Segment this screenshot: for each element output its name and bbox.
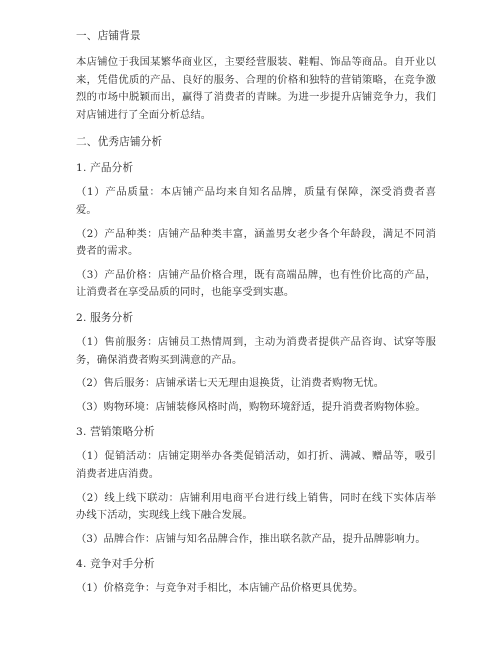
subsection-title-competitor-analysis: 4. 竞争对手分析 [76, 558, 155, 571]
section-title-excellent-store-analysis: 二、优秀店铺分析 [76, 136, 163, 149]
document-body [76, 28, 436, 604]
paragraph-product-quality: （1）产品质量：本店铺产品均来自知名品牌，质量有保障，深受消费者喜爱。 [76, 186, 436, 216]
paragraph-shopping-environment: （3）购物环境：店铺装修风格时尚，购物环境舒适，提升消费者购物体验。 [76, 400, 426, 413]
paragraph-brand-cooperation: （3）品牌合作：店铺与知名品牌合作，推出联名款产品，提升品牌影响力。 [76, 532, 426, 545]
paragraph-product-price: （3）产品价格：店铺产品价格合理，既有高端品牌，也有性价比高的产品，让消费者在享受品质的同时，也能享受到实惠。 [76, 268, 436, 299]
paragraph-promotions: （1）促销活动：店铺定期举办各类促销活动，如打折、满减、赠品等，吸引消费者进店消费。 [76, 450, 436, 480]
section-title-store-background: 一、店铺背景 [76, 30, 141, 42]
paragraph-online-offline: （2）线上线下联动：店铺利用电商平台进行线上销售，同时在线下实体店举办线下活动，实现线上线下融合发展。 [76, 491, 436, 522]
paragraph-product-variety: （2）产品种类：店铺产品种类丰富，涵盖男女老少各个年龄段，满足不同消费者的需求。 [76, 227, 436, 258]
paragraph-aftersale-service: （2）售后服务：店铺承诺七天无理由退换货，让消费者购物无忧。 [76, 377, 385, 390]
subsection-title-service-analysis: 2. 服务分析 [76, 311, 134, 324]
subsection-title-marketing-analysis: 3. 营销策略分析 [76, 426, 155, 439]
subsection-title-product-analysis: 1. 产品分析 [76, 162, 134, 175]
paragraph-price-competition: （1）价格竞争：与竞争对手相比，本店铺产品价格更具优势。 [76, 582, 364, 595]
paragraph-presale-service: （1）售前服务：店铺员工热情周到，主动为消费者提供产品咨询、试穿等服务，确保消费者购买到满意的产品。 [76, 335, 436, 366]
paragraph-store-background: 本店铺位于我国某繁华商业区，主要经营服装、鞋帽、饰品等商品。自开业以来，凭借优质的产品、良好的服务、合理的价格和独特的营销策略，在竞争激烈的市场中脱颖而出，赢得了消费者的青睐。为进一步提升店铺竞争力，我们对店铺进行了全面分析总结。 [76, 56, 436, 121]
